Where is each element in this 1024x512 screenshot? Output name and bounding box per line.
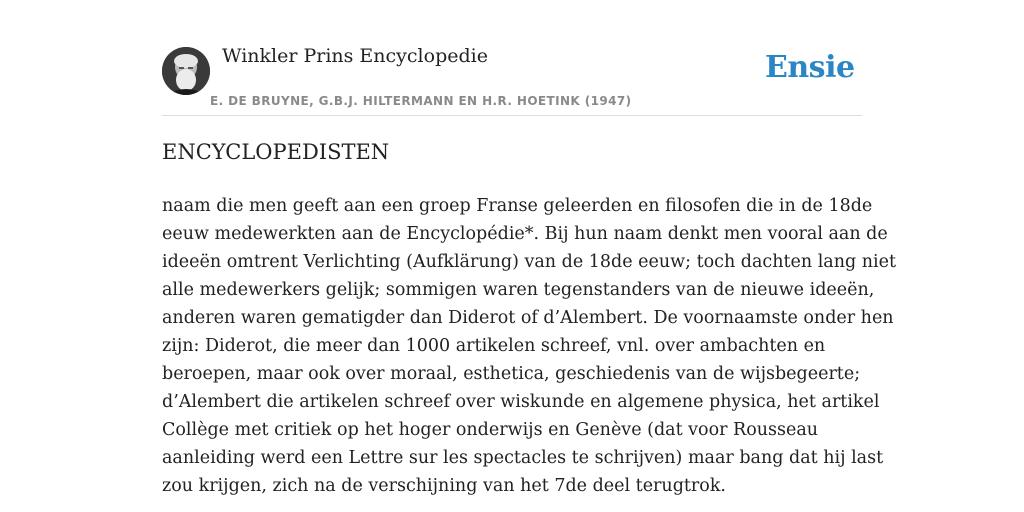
- body-line: zou krijgen, zich na de verschijning van het 7de deel terugtrok.: [162, 476, 726, 496]
- site-title[interactable]: Winkler Prins Encyclopedie: [222, 45, 488, 67]
- body-line: naam die men geeft aan een groep Franse geleerden en filosofen die in de 18de: [162, 196, 873, 216]
- authors-line: E. DE BRUYNE, G.B.J. HILTERMANN EN H.R. HOETINK (1947): [210, 94, 632, 108]
- body-line: alle medewerkers gelijk; sommigen waren tegenstanders van de nieuwe ideeën,: [162, 280, 875, 300]
- brand-logo[interactable]: Ensie: [765, 50, 855, 85]
- body-line: Collège met critiek op het hoger onderwijs en Genève (dat voor Rousseau: [162, 420, 819, 440]
- header-divider: [162, 115, 862, 116]
- article-title: ENCYCLOPEDISTEN: [162, 140, 390, 164]
- body-line: aanleiding werd een Lettre sur les spectacles te schrijven) maar bang dat hij last: [162, 448, 884, 468]
- body-line: ideeën omtrent Verlichting (Aufklärung) van de 18de eeuw; toch dachten lang niet: [162, 252, 897, 272]
- article-body: [162, 192, 897, 500]
- author-avatar: [162, 47, 210, 95]
- portrait-icon: [162, 47, 210, 95]
- body-line: eeuw medewerkten aan de Encyclopédie*. Bij hun naam denkt men vooral aan de: [162, 224, 888, 244]
- body-line: anderen waren gematigder dan Diderot of d’Alembert. De voornaamste onder hen: [162, 308, 894, 328]
- body-line: beroepen, maar ook over moraal, esthetica, geschiedenis van de wijsbegeerte;: [162, 364, 861, 384]
- body-line: d’Alembert die artikelen schreef over wiskunde en algemene physica, het artikel: [162, 392, 880, 412]
- body-line: zijn: Diderot, die meer dan 1000 artikelen schreef, vnl. over ambachten en: [162, 336, 826, 356]
